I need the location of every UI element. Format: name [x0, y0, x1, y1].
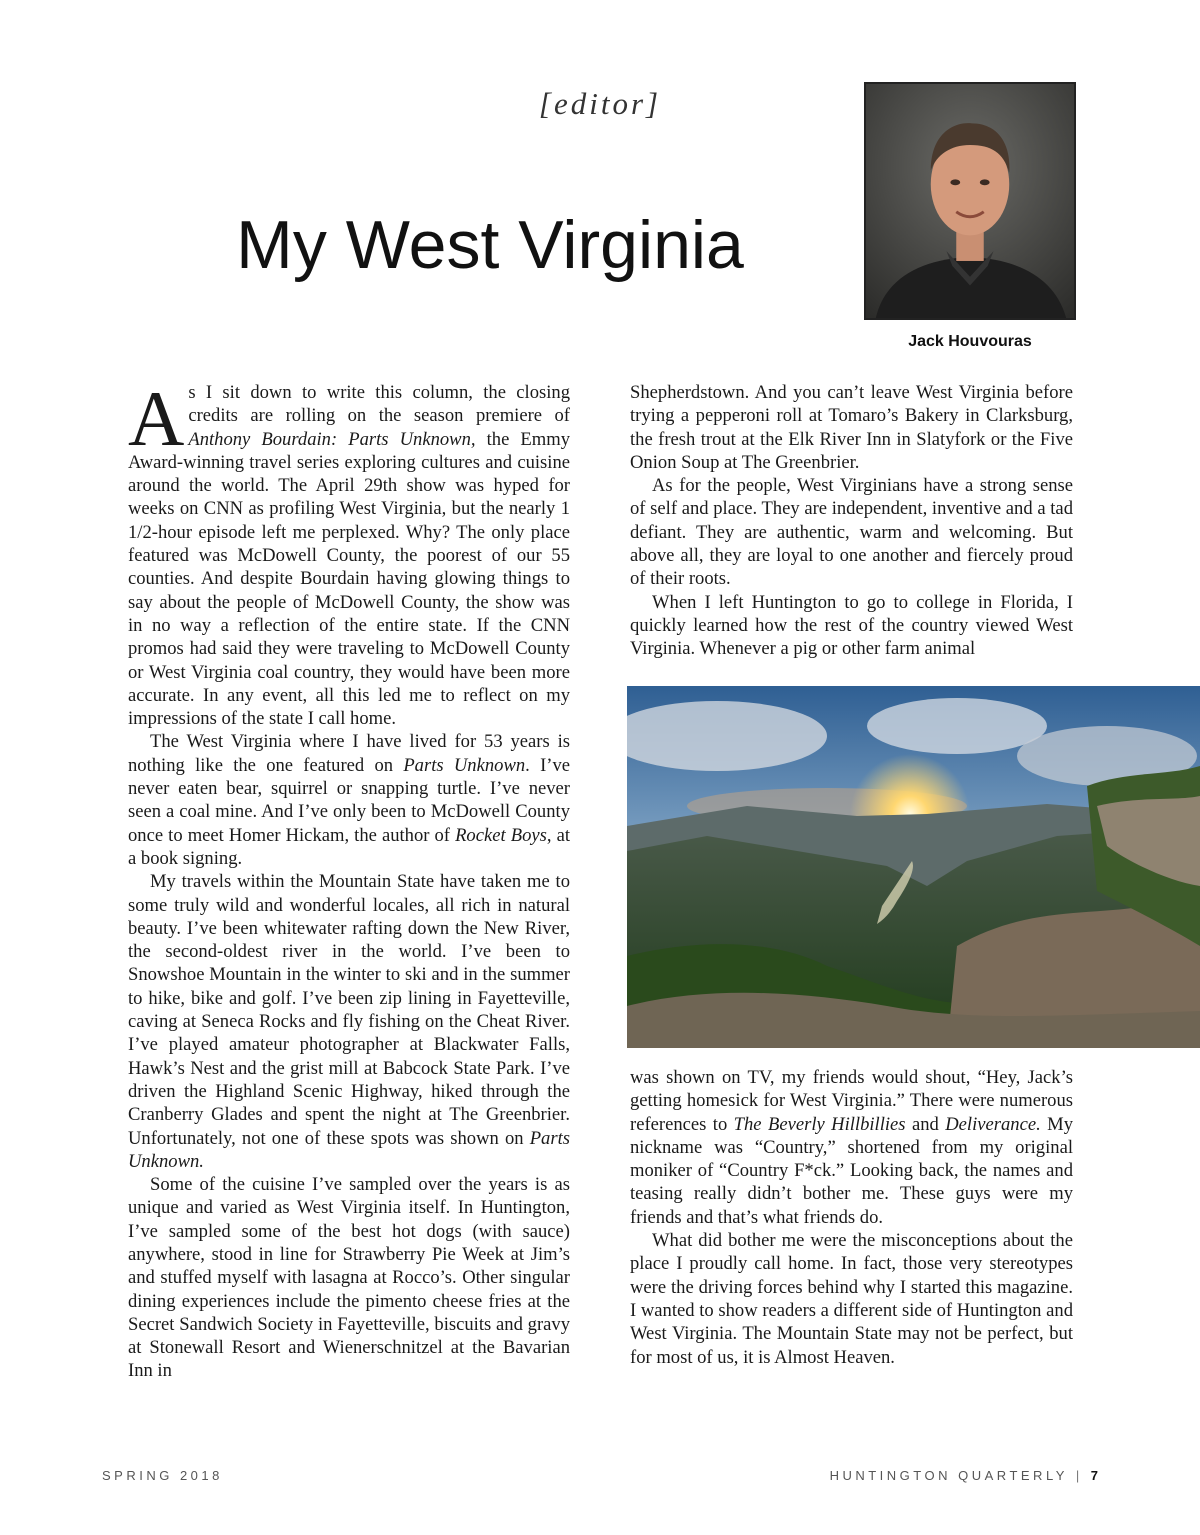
page-number: 7 — [1090, 1468, 1098, 1483]
page-title: My West Virginia — [236, 207, 744, 283]
paragraph: Some of the cuisine I’ve sampled over the years is as unique and varied as West Virginia itself. In Huntington, I’ve sampled some of the best hot dogs (with sauce) anywhere, stood in line for Strawberry Pie Week at Jim’s and stuffed myself with lasagna at Rocco’s. Other singular dining experiences include the pimento cheese fries at the Secret Sandwich Society in Fayetteville, biscuits and gravy at Stonewall Resort and Wienerschnitzel at the Bavarian Inn in — [128, 1174, 570, 1382]
landscape-photo — [627, 686, 1200, 1048]
drop-cap: A — [128, 375, 185, 462]
paragraph: Shepherdstown. And you can’t leave West Virginia before trying a pepperoni roll at Tomaro’s Bakery in Clarksburg, the fresh trout at the Elk River Inn in Slatyfork or the Five Onion Soup at The Greenbrier. — [630, 382, 1073, 473]
paragraph: s I sit down to write this column, the closing credits are rolling on the season premiere of Anthony Bourdain: Parts Unknown, the Emmy Award-winning travel series exploring cultures and cuisine around the world. The April 29th show was hyped for weeks on CNN as profiling West Virginia, but the nearly 1 1/2-hour episode left me perplexed. Why? The only place featured was McDowell County, the poorest of our 55 counties. And despite Bourdain having glowing things to say about the people of McDowell County, the show was in no way a reflection of the entire state. If the CNN promos had said they were traveling to McDowell County or West Virginia coal country, they would have been more accurate. In any event, all this led me to reflect on my impressions of the state I call home. — [128, 382, 570, 730]
footer-publication — [830, 1468, 1098, 1483]
paragraph: The West Virginia where I have lived for 53 years is nothing like the one featured on Parts Unknown. I’ve never eaten bear, squirrel or snapping turtle. I’ve never seen a coal mine. And I’ve only been to McDowell County once to meet Homer Hickam, the author of Rocket Boys, at a book signing. — [128, 731, 571, 869]
author-name-caption: Jack Houvouras — [908, 333, 1032, 350]
footer-issue: SPRING 2018 — [102, 1468, 223, 1483]
paragraph: As for the people, West Virginians have a strong sense of self and place. They are independent, inventive and a tad defiant. They are authentic, warm and welcoming. But above all, they are loyal to one another and fiercely proud of their roots. — [630, 475, 1073, 590]
section-label: [editor] — [538, 86, 662, 121]
footer-separator: | — [1075, 1468, 1083, 1483]
author-photo — [864, 82, 1076, 320]
paragraph: What did bother me were the misconceptions about the place I proudly call home. In fact, those very stereotypes were the driving forces behind why I started this magazine. I wanted to show readers a different side of Huntington and West Virginia. The Mountain State may not be perfect, but for most of us, it is Almost Heaven. — [630, 1230, 1073, 1368]
publication-name: HUNTINGTON QUARTERLY — [829, 1468, 1068, 1483]
article-column-2-bottom — [630, 1066, 1073, 1369]
article-column-2-top — [630, 381, 1073, 661]
paragraph: was shown on TV, my friends would shout, “Hey, Jack’s getting homesick for West Virginia.” There were numerous references to The Beverly Hillbillies and Deliverance. My nickname was “Country,” shortened from my original moniker of “Country F*ck.” Looking back, the names and teasing really didn’t bother me. These guys were my friends and that’s what friends do. — [630, 1067, 1073, 1228]
paragraph: My travels within the Mountain State have taken me to some truly wild and wonderful locales, all rich in natural beauty. I’ve been whitewater rafting down the New River, the second-oldest river in the world. I’ve been to Snowshoe Mountain in the winter to ski and in the summer to hike, bike and golf. I’ve been zip lining in Fayetteville, caving at Seneca Rocks and fly fishing on the Cheat River. I’ve played amateur photographer at Blackwater Falls, Hawk’s Nest and the grist mill at Babcock State Park. I’ve driven the Highland Scenic Highway, hiked through the Cranberry Glades and spent the night at The Greenbrier. Unfortunately, not one of these spots was shown on Parts Unknown. — [128, 871, 570, 1172]
article-column-1 — [128, 375, 571, 1383]
paragraph: When I left Huntington to go to college in Florida, I quickly learned how the rest of the country viewed West Virginia. Whenever a pig or other farm animal — [630, 591, 1073, 660]
